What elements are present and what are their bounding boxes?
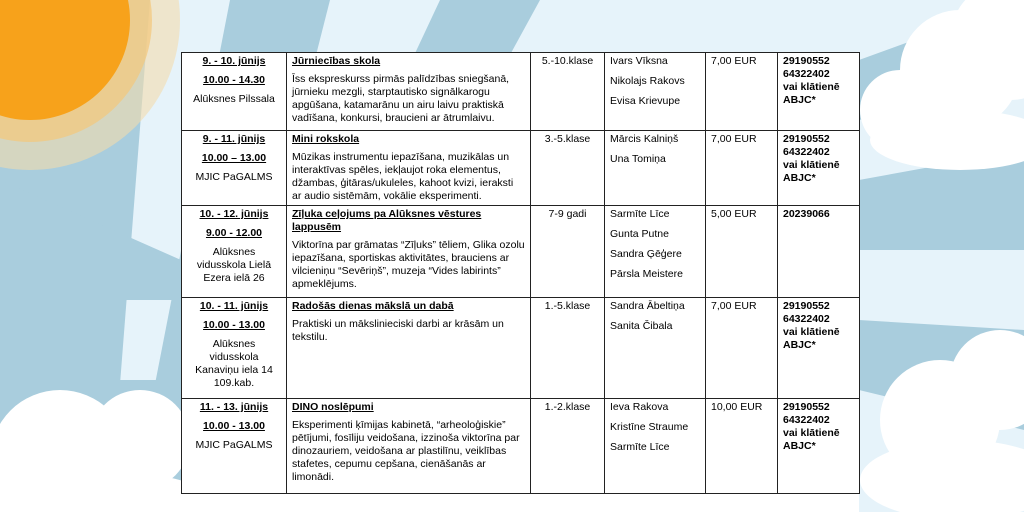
activity-description: Mūzikas instrumentu iepazīšana, muzikālas un interaktīvas spēles, iekļaujot roka elementus, džambas, ģitāras/ukuleles, kahoot kvizi, ieraksti ar audio sistēmām, vokālie eksperimenti. xyxy=(292,151,514,202)
leader-name: Mārcis Kalniņš xyxy=(610,133,679,145)
table-row xyxy=(182,298,860,399)
contact-line: vai klātienē xyxy=(783,427,840,439)
date-range: 10. - 11. jūnijs xyxy=(199,300,269,312)
contact-line: 64322402 xyxy=(783,146,830,158)
contact-line: 29190552 xyxy=(783,55,830,67)
activity-title: Zīļuka ceļojums pa Alūksnes vēstures lappusēm xyxy=(292,208,482,233)
contact-cell xyxy=(778,131,860,206)
contact-line: ABJC* xyxy=(783,94,816,106)
leader-name: Sanita Čibala xyxy=(610,320,673,332)
venue: MJIC PaGALMS xyxy=(195,171,273,183)
price-cell: 10,00 EUR xyxy=(706,399,778,494)
leader-name: Ivars Vīksna xyxy=(610,55,668,67)
time-range: 9.00 - 12.00 xyxy=(205,227,263,239)
activity-title: DINO noslēpumi xyxy=(292,401,374,413)
activity-cell xyxy=(287,206,531,298)
contact-cell xyxy=(778,298,860,399)
activity-title: Mini rokskola xyxy=(292,133,360,145)
grade-cell: 7-9 gadi xyxy=(531,206,605,298)
contact-line: 64322402 xyxy=(783,68,830,80)
contact-line: vai klātienē xyxy=(783,81,840,93)
time-range: 10.00 - 14.30 xyxy=(203,74,265,86)
date-place-cell xyxy=(182,298,287,399)
activity-description: Īss ekspreskurss pirmās palīdzības sniegšanā, jūrnieku mezgli, starptautisko signālkarogu apgūšana, katamarānu un airu laivu praktiskā vadīšana, konkursi, braucieni ar ātrumlaivu. xyxy=(292,73,510,124)
leader-name: Pārsla Meistere xyxy=(610,268,683,280)
contact-line: 20239066 xyxy=(783,208,830,220)
time-range: 10.00 – 13.00 xyxy=(201,152,267,164)
venue: MJIC PaGALMS xyxy=(195,439,273,451)
leaders-cell xyxy=(605,298,706,399)
contact-line: 64322402 xyxy=(783,313,830,325)
table-row xyxy=(182,206,860,298)
date-range: 11. - 13. jūnijs xyxy=(199,401,269,413)
contact-line: 29190552 xyxy=(783,401,830,413)
price-cell: 5,00 EUR xyxy=(706,206,778,298)
contact-line: ABJC* xyxy=(783,172,816,184)
leader-name: Gunta Putne xyxy=(610,228,669,240)
table-row xyxy=(182,53,860,131)
venue: Alūksnes vidusskola Lielā Ezera ielā 26 xyxy=(196,246,272,284)
leaders-cell xyxy=(605,399,706,494)
schedule-table xyxy=(181,52,860,494)
contact-cell xyxy=(778,206,860,298)
leader-name: Nikolajs Rakovs xyxy=(610,75,685,87)
grade-cell: 1.-5.klase xyxy=(531,298,605,399)
venue: Alūksnes Pilssala xyxy=(193,93,275,105)
leader-name: Sarmīte Līce xyxy=(610,208,670,220)
date-place-cell xyxy=(182,53,287,131)
leader-name: Una Tomiņa xyxy=(610,153,666,165)
time-range: 10.00 - 13.00 xyxy=(203,420,265,432)
activity-description: Eksperimenti ķīmijas kabinetā, “arheoloģiskie” pētījumi, fosīliju veidošana, izzinoša viktorīna par dinozauriem, veidošana ar plastilīnu, veiklības stafetes, cepumu cepšana, cienāšanās ar limonādi. xyxy=(292,419,520,483)
contact-cell xyxy=(778,399,860,494)
activity-description: Viktorīna par grāmatas “Zīļuks” tēliem, Glika ozolu iepazīšana, sportiskas aktivitātes, brauciens ar vilcieniņu “Sevēriņš”, muzeja “Vides labirints” apmeklējums. xyxy=(292,239,525,290)
grade-cell: 1.-2.klase xyxy=(531,399,605,494)
date-place-cell xyxy=(182,399,287,494)
contact-line: vai klātienē xyxy=(783,326,840,338)
contact-line: 29190552 xyxy=(783,300,830,312)
date-range: 10. - 12. jūnijs xyxy=(199,208,269,220)
activity-cell xyxy=(287,298,531,399)
leader-name: Evisa Krievupe xyxy=(610,95,681,107)
date-range: 9. - 10. jūnijs xyxy=(202,55,266,67)
contact-line: 64322402 xyxy=(783,414,830,426)
leader-name: Sandra Ģēģere xyxy=(610,248,682,260)
grade-cell: 5.-10.klase xyxy=(531,53,605,131)
activity-title: Radošās dienas mākslā un dabā xyxy=(292,300,454,312)
contact-line: 29190552 xyxy=(783,133,830,145)
contact-cell xyxy=(778,53,860,131)
leader-name: Sarmīte Līce xyxy=(610,441,670,453)
leader-name: Sandra Ābeltiņa xyxy=(610,300,685,312)
leaders-cell xyxy=(605,53,706,131)
activity-title: Jūrniecības skola xyxy=(292,55,381,67)
table-row xyxy=(182,131,860,206)
time-range: 10.00 - 13.00 xyxy=(203,319,265,331)
date-place-cell xyxy=(182,131,287,206)
price-cell: 7,00 EUR xyxy=(706,53,778,131)
leader-name: Ieva Rakova xyxy=(610,401,669,413)
activity-description: Praktiski un mākslinieciski darbi ar krāsām un tekstilu. xyxy=(292,318,504,343)
contact-line: ABJC* xyxy=(783,440,816,452)
date-place-cell xyxy=(182,206,287,298)
table-row xyxy=(182,399,860,494)
date-range: 9. - 11. jūnijs xyxy=(202,133,266,145)
activity-cell xyxy=(287,399,531,494)
leaders-cell xyxy=(605,131,706,206)
activity-cell xyxy=(287,53,531,131)
price-cell: 7,00 EUR xyxy=(706,131,778,206)
leaders-cell xyxy=(605,206,706,298)
price-cell: 7,00 EUR xyxy=(706,298,778,399)
activity-cell xyxy=(287,131,531,206)
contact-line: vai klātienē xyxy=(783,159,840,171)
venue: Alūksnes vidusskola Kanaviņu iela 14 109.kab. xyxy=(195,338,273,389)
contact-line: ABJC* xyxy=(783,339,816,351)
grade-cell: 3.-5.klase xyxy=(531,131,605,206)
leader-name: Kristīne Straume xyxy=(610,421,689,433)
